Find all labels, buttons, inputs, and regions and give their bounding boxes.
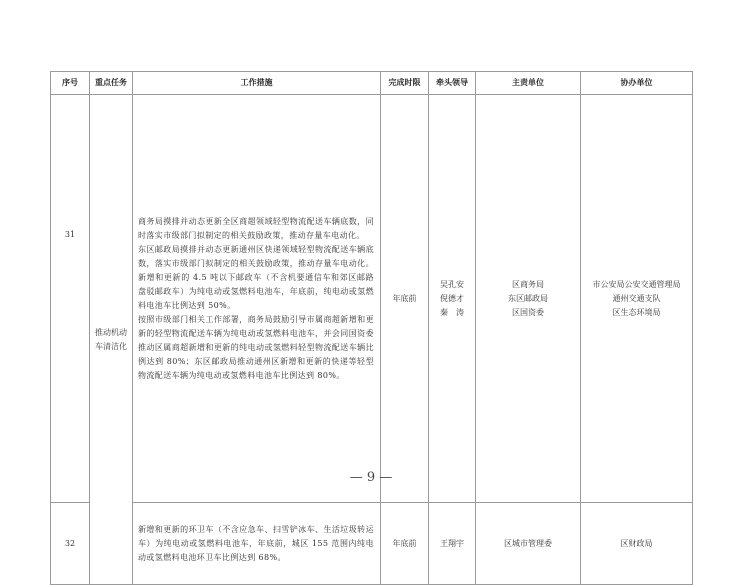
supporting-cell: 区财政局 xyxy=(581,503,693,585)
responsible-unit: 区国资委 xyxy=(512,307,544,317)
header-seq: 序号 xyxy=(51,72,90,95)
measure-paragraph: 东区邮政局摸排并动态更新通州区快递领域轻型物流配送车辆底数，落实市级部门拟制定的相关鼓励政策，推动存量车电动化。新增和更新的 4.5 吨以下邮政车（不含机要通信车和郊区邮路盘驳邮政车）为纯电动或氢燃料电池车，年底前，纯电动或氢燃料电池车比例达到 50%。 xyxy=(138,244,374,310)
header-key-task: 重点任务 xyxy=(90,72,133,95)
work-plan-table xyxy=(50,71,693,585)
measure-paragraph: 按照市级部门相关工作部署，商务局鼓励引导市属商超新增和更新的轻型物流配送车辆为纯电动或氢燃料电池车，并会同国资委推动区属商超新增和更新的纯电动或氢燃料轻型物流配送车辆比例达到 80%；东区邮政局推动通州区新增和更新的快递等轻型物流配送车辆为纯电动或氢燃料电池车比例达到 80%。 xyxy=(138,314,374,380)
leader-name: 秦 涛 xyxy=(440,307,464,317)
table-row xyxy=(51,503,693,585)
key-task-cell xyxy=(90,95,133,585)
header-supporting: 协办单位 xyxy=(581,72,693,95)
header-lead: 牵头领导 xyxy=(429,72,476,95)
key-task-line: 车清洁化 xyxy=(95,341,127,351)
table-row xyxy=(51,95,693,503)
leaders-cell: 王翔宇 xyxy=(429,503,476,585)
deadline-cell: 年底前 xyxy=(381,95,429,503)
supporting-unit: 市公安局公安交通管理局 xyxy=(592,279,681,289)
leader-name: 吴孔安 xyxy=(440,279,464,289)
responsible-unit: 区商务局 xyxy=(512,279,544,289)
responsible-unit: 东区邮政局 xyxy=(508,293,548,303)
measures-cell xyxy=(133,503,381,585)
measures-cell xyxy=(133,95,381,503)
header-deadline: 完成时限 xyxy=(381,72,429,95)
row-seq: 32 xyxy=(51,503,90,585)
page-number: — 9 — xyxy=(349,470,393,485)
row-seq: 31 xyxy=(51,95,90,503)
supporting-cell xyxy=(581,95,693,503)
leader-name: 倪德才 xyxy=(440,293,464,303)
supporting-unit: 通州交通支队 xyxy=(612,293,661,303)
supporting-unit: 区生态环境局 xyxy=(612,307,661,317)
deadline-cell: 年底前 xyxy=(381,503,429,585)
responsible-cell xyxy=(476,95,581,503)
responsible-cell: 区城市管理委 xyxy=(476,503,581,585)
header-measures: 工作措施 xyxy=(133,72,381,95)
header-responsible: 主责单位 xyxy=(476,72,581,95)
table-header-row xyxy=(51,72,693,95)
measure-paragraph: 商务局摸排并动态更新全区商超领域轻型物流配送车辆底数，同时落实市级部门拟制定的相关鼓励政策，推动存量车电动化。 xyxy=(138,216,374,240)
key-task-line: 推动机动 xyxy=(95,327,127,337)
leaders-cell xyxy=(429,95,476,503)
measure-paragraph: 新增和更新的环卫车（不含应急车、扫雪铲冰车、生活垃圾转运车）为纯电动或氢燃料电池车，年底前，城区 155 范围内纯电动或氢燃料电池环卫车比例达到 68%。 xyxy=(138,524,374,562)
